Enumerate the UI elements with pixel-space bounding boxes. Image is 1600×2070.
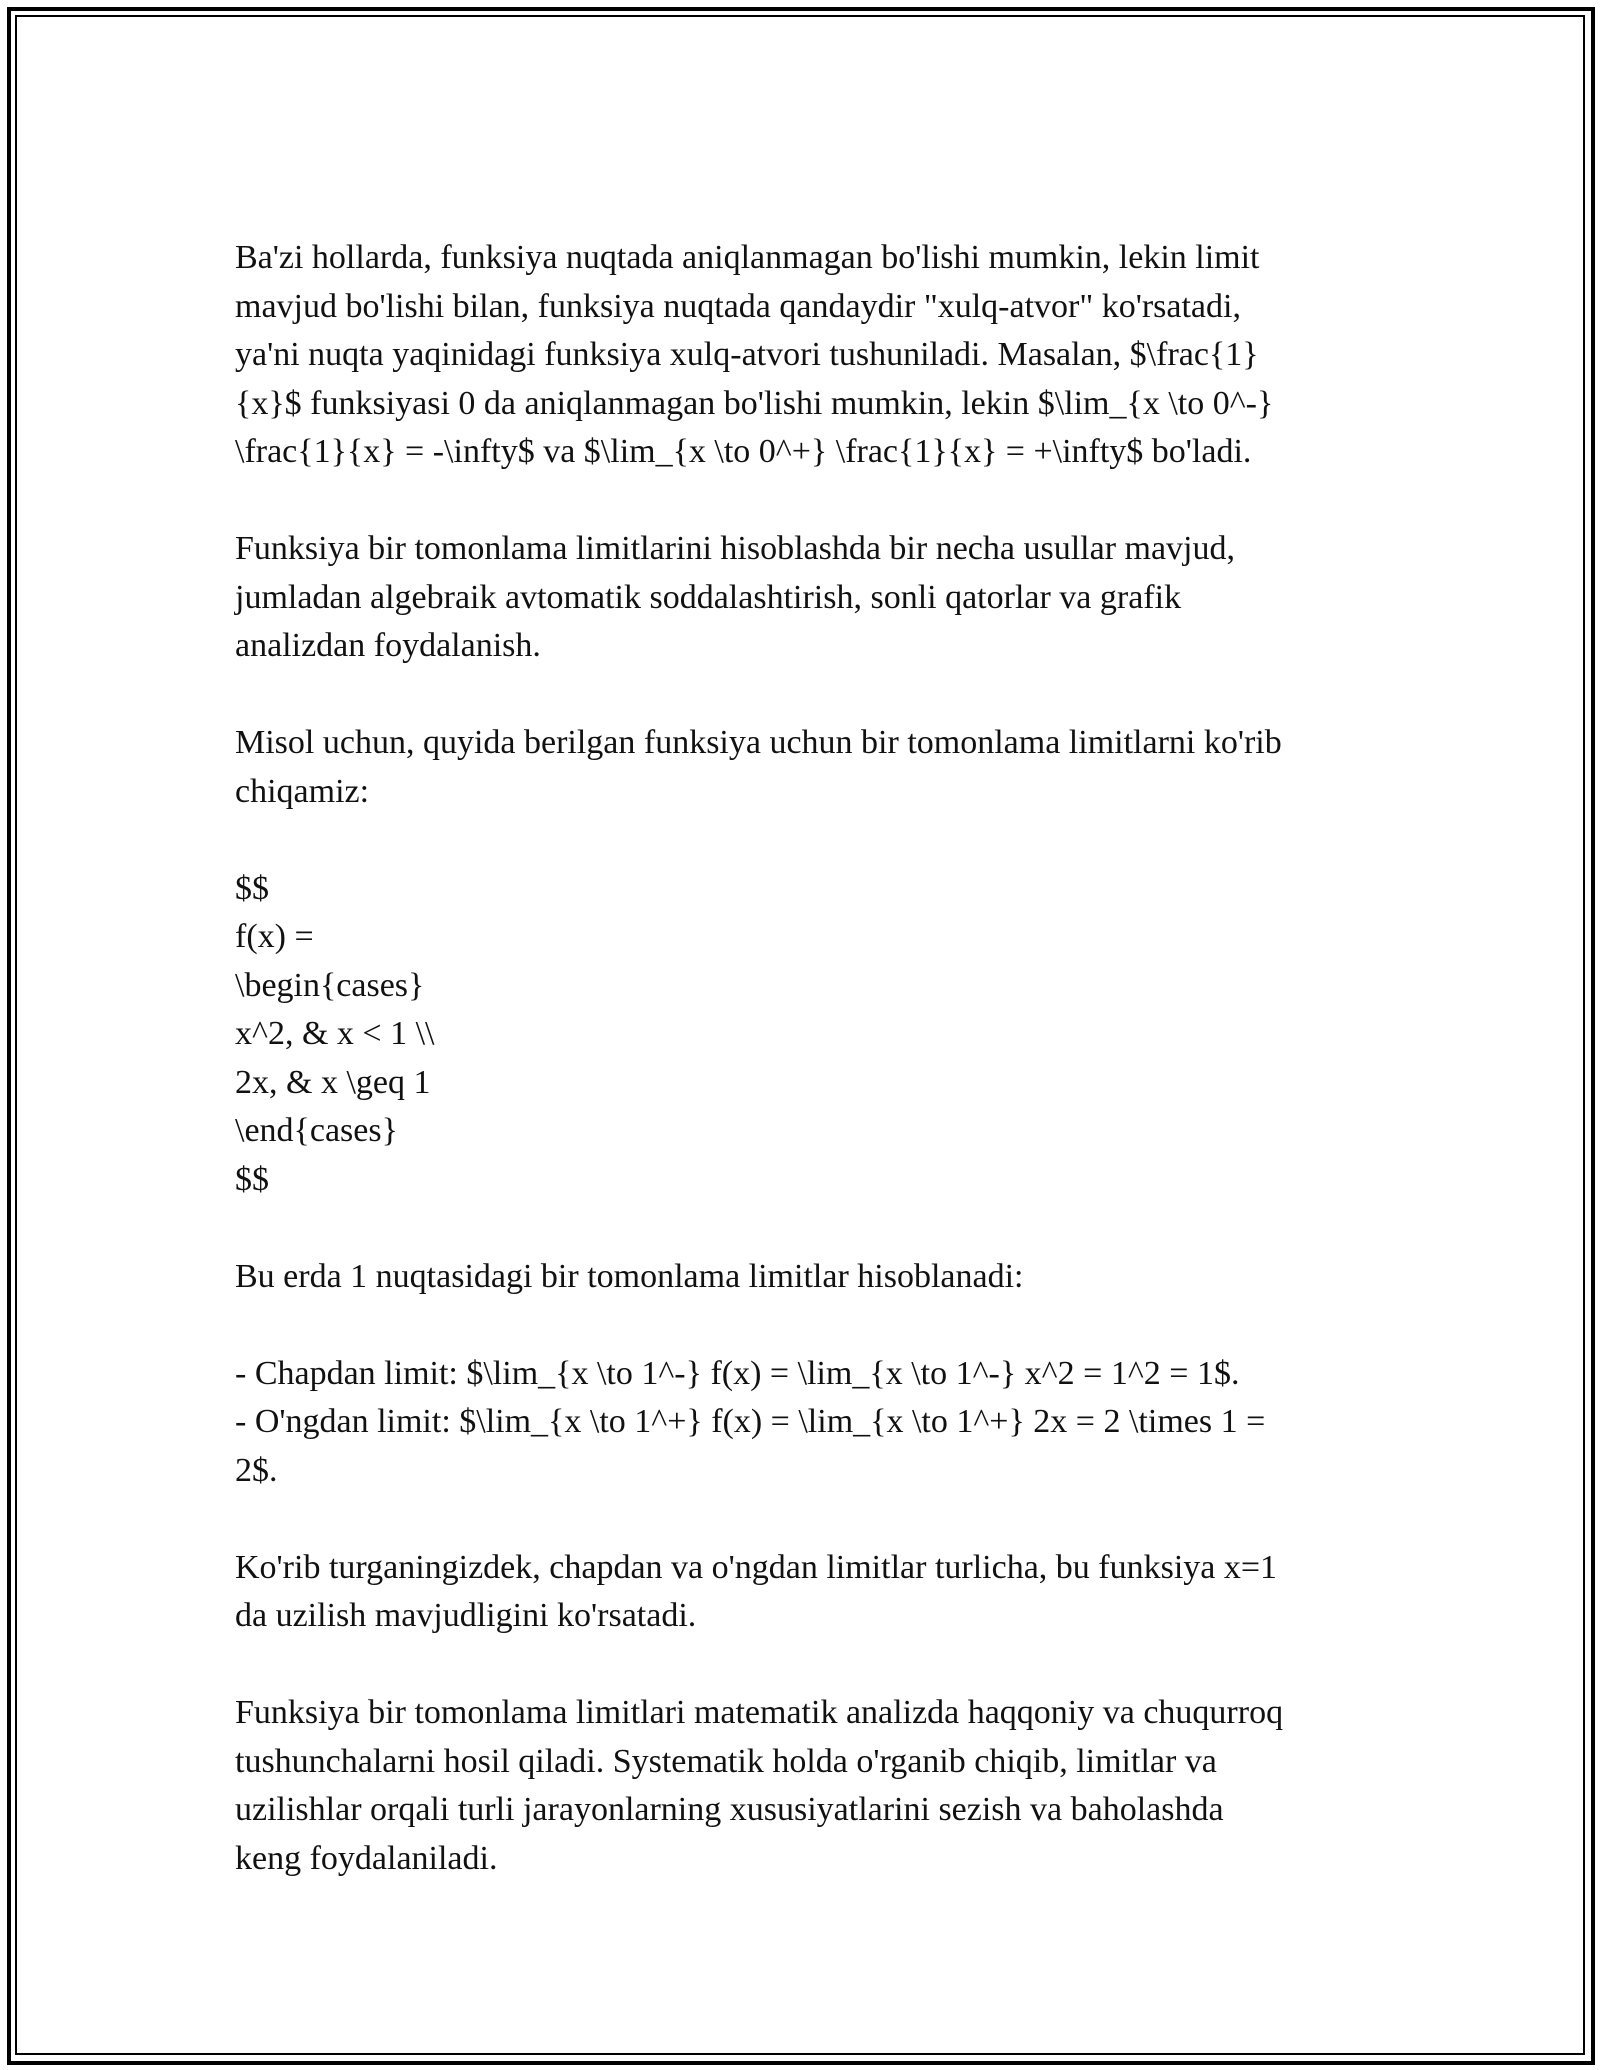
list-item-right-limit-continued: 2$. [235, 1451, 278, 1489]
paragraph-limits-intro [235, 1253, 1375, 1302]
text-line: Ba'zi hollarda, funksiya nuqtada aniqlanmagan bo'lishi mumkin, lekin limit [235, 239, 1260, 276]
text-line: ya'ni nuqta yaqinidagi funksiya xulq-atvori tushuniladi. Masalan, $\frac{1} [235, 336, 1259, 373]
text-line: da uzilish mavjudligini ko'rsatadi. [235, 1597, 697, 1634]
text-line: {x}$ funksiyasi 0 da aniqlanmagan bo'lishi mumkin, lekin $\lim_{x \to 0^-} [235, 384, 1274, 422]
text-line: tushunchalarni hosil qiladi. Systematik holda o'rganib chiqib, limitlar va [235, 1742, 1217, 1780]
text-line: Bu erda 1 nuqtasidagi bir tomonlama limitlar hisoblanadi: [235, 1257, 1024, 1295]
paragraph-example-intro [235, 719, 1375, 816]
formula-line: $$ [235, 1160, 269, 1198]
text-line: Funksiya bir tomonlama limitlarini hisoblashda bir necha usullar mavjud, [235, 530, 1235, 567]
paragraph-methods [235, 525, 1375, 671]
text-line: chiqamiz: [235, 772, 370, 810]
text-line: \frac{1}{x} = -\infty$ va $\lim_{x \to 0^+} \frac{1}{x} = +\infty$ bo'ladi. [235, 433, 1252, 470]
formula-line: x^2, & x < 1 \\ [235, 1015, 435, 1052]
text-line: keng foydalaniladi. [235, 1839, 498, 1877]
list-item-right-limit: - O'ngdan limit: $\lim_{x \to 1^+} f(x) = \lim_{x \to 1^+} 2x = 2 \times 1 = [235, 1403, 1266, 1440]
paragraph-summary [235, 1689, 1375, 1883]
paragraph-intro [235, 234, 1375, 477]
text-line: analizdan foydalanish. [235, 627, 541, 664]
document-body [235, 234, 1375, 1932]
formula-line: f(x) = [235, 918, 314, 955]
formula-block [235, 865, 1375, 1205]
formula-line: \end{cases} [235, 1112, 398, 1149]
text-line: Ko'rib turganingizdek, chapdan va o'ngdan limitlar turlicha, bu funksiya x=1 [235, 1548, 1278, 1586]
text-line: jumladan algebraik avtomatik soddalashtirish, sonli qatorlar va grafik [235, 578, 1182, 616]
formula-line: $$ [235, 869, 269, 907]
formula-line: \begin{cases} [235, 966, 425, 1004]
list-item-left-limit: - Chapdan limit: $\lim_{x \to 1^-} f(x) = \lim_{x \to 1^-} x^2 = 1^2 = 1$. [235, 1354, 1240, 1392]
text-line: uzilishlar orqali turli jarayonlarning xususiyatlarini sezish va baholashda [235, 1791, 1224, 1828]
text-line: mavjud bo'lishi bilan, funksiya nuqtada qandaydir "xulq-atvor" ko'rsatadi, [235, 287, 1241, 325]
text-line: Misol uchun, quyida berilgan funksiya uchun bir tomonlama limitlarni ko'rib [235, 724, 1282, 761]
limits-list [235, 1350, 1375, 1496]
paragraph-conclusion [235, 1544, 1375, 1641]
formula-line: 2x, & x \geq 1 [235, 1063, 431, 1101]
text-line: Funksiya bir tomonlama limitlari matematik analizda haqqoniy va chuqurroq [235, 1694, 1284, 1731]
